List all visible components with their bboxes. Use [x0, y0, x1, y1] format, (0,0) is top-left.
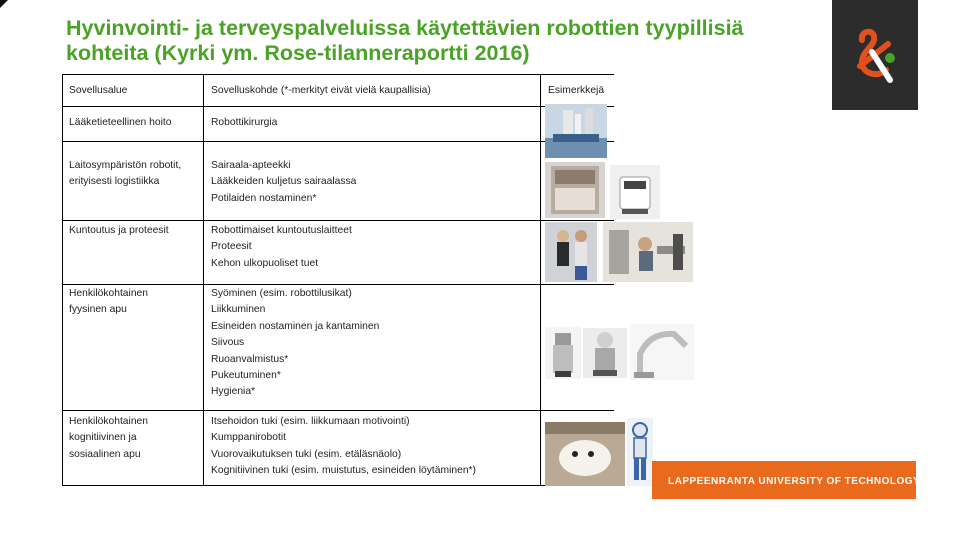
- row-5-target: Vuorovaikutuksen tuki (esim. etäläsnäolo): [211, 448, 402, 460]
- row-2-target: Potilaiden nostaminen*: [211, 192, 317, 204]
- header-examples: Esimerkkejä: [548, 85, 605, 96]
- row-3-target: Proteesit: [211, 241, 252, 253]
- row-2-area-line: Laitosympäristön robotit,: [69, 160, 182, 171]
- row-4-target: Liikkuminen: [211, 304, 266, 316]
- assistive-robot-photo-3: [630, 324, 694, 380]
- row-2-targets: [211, 158, 356, 207]
- row-4-targets: [211, 286, 379, 401]
- row-5-area-line: Henkilökohtainen: [69, 416, 148, 427]
- row-3-area-line: Kuntoutus ja proteesit: [69, 225, 169, 236]
- row-5-target: Itsehoidon tuki (esim. liikkumaan motivointi): [211, 416, 410, 427]
- row-1-target: Robottikirurgia: [211, 117, 278, 128]
- row-2-target: Sairaala-apteekki: [211, 160, 291, 171]
- assistive-robot-photo-2: [583, 328, 627, 378]
- pharmacy-robot-photo: [545, 162, 605, 218]
- row-4-target: Syöminen (esim. robottilusikat): [211, 288, 352, 299]
- row-5-area-line: kognitiivinen ja: [69, 432, 137, 444]
- row-5-area: [69, 414, 148, 463]
- row-2-target: Lääkkeiden kuljetus sairaalassa: [211, 176, 357, 188]
- title-line-2: kohteita (Kyrki ym. Rose-tilanneraportti 2016): [66, 41, 530, 65]
- transport-robot-photo: [610, 165, 660, 219]
- application-table: [62, 74, 614, 486]
- row-4-target: Esineiden nostaminen ja kantaminen: [211, 320, 380, 332]
- row-4-area-line: Henkilökohtainen: [69, 288, 148, 299]
- row-5-target: Kumppanirobotit: [211, 432, 286, 444]
- university-name: LAPPEENRANTA UNIVERSITY OF TECHNOLOGY: [668, 476, 921, 487]
- row-5-targets: [211, 414, 476, 480]
- row-5-target: Kognitiivinen tuki (esim. muistutus, esineiden löytäminen*): [211, 465, 476, 477]
- row-4-area: [69, 286, 148, 319]
- row-3-target: Kehon ulkopuoliset tuet: [211, 257, 319, 269]
- row-5-area-line: sosiaalinen apu: [69, 448, 141, 460]
- row-4-area-line: fyysinen apu: [69, 304, 127, 316]
- lut-logo: [832, 0, 918, 110]
- header-application-area: Sovellusalue: [69, 85, 128, 96]
- slide-title: [66, 16, 806, 66]
- row-3-targets: [211, 223, 352, 272]
- row-2-area-line: erityisesti logistiikka: [69, 176, 160, 188]
- title-line-1: Hyvinvointi- ja terveyspalveluissa käytettävien robottien tyypillisiä: [66, 16, 744, 40]
- assistive-robot-photo-1: [545, 327, 581, 379]
- header-application-target: Sovelluskohde (*-merkityt eivät vielä kaupallisia): [211, 85, 431, 96]
- row-4-target: Hygienia*: [211, 386, 256, 398]
- row-1-area: [69, 115, 171, 131]
- companion-robot-photo: [545, 422, 625, 486]
- lut-ampersand-logo-icon: [832, 0, 918, 110]
- row-1-area-line: Lääketieteellinen hoito: [69, 117, 172, 128]
- row-2-area: [69, 158, 181, 191]
- row-4-target: Ruoanvalmistus*: [211, 353, 289, 365]
- rehabilitation-robot-photo-2: [603, 222, 693, 282]
- surgical-robot-photo: [545, 104, 607, 158]
- corner-mark: [0, 0, 10, 10]
- row-4-target: Pukeutuminen*: [211, 370, 281, 382]
- row-1-targets: [211, 115, 277, 131]
- row-3-area: [69, 223, 169, 239]
- rehabilitation-robot-photo-1: [545, 222, 597, 282]
- row-4-target: Siivous: [211, 337, 245, 349]
- humanoid-robot-photo: [627, 418, 653, 486]
- row-3-target: Robottimaiset kuntoutuslaitteet: [211, 225, 352, 236]
